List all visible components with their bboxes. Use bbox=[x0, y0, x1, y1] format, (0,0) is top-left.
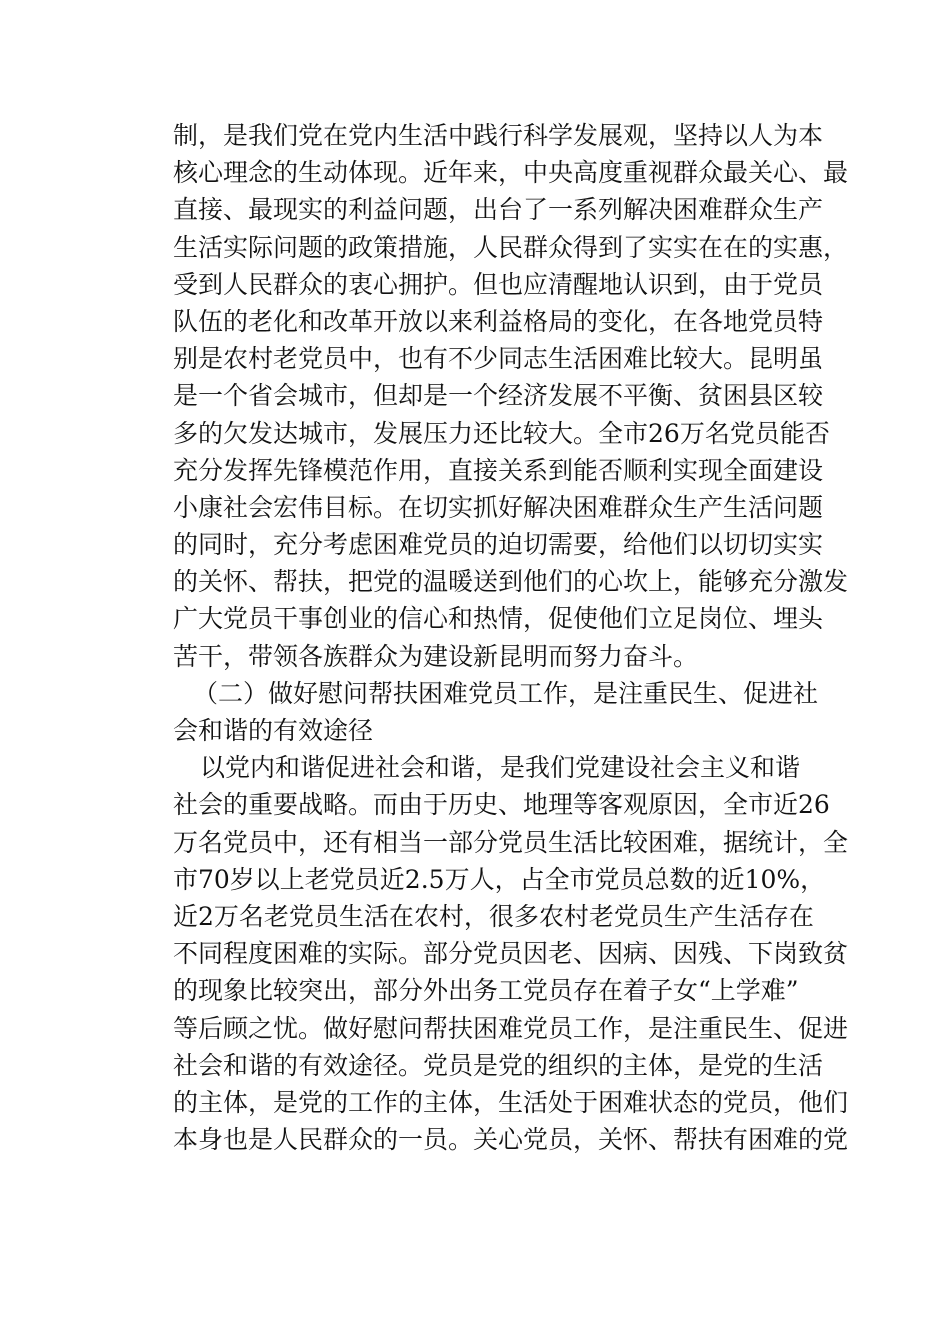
text-line: 核心理念的生动体现。近年来，中央高度重视群众最关心、最 bbox=[173, 158, 849, 188]
text-line: 生活实际问题的政策措施，人民群众得到了实实在在的实惠， bbox=[173, 232, 849, 262]
text-line: 受到人民群众的衷心拥护。但也应清醒地认识到，由于党员 bbox=[173, 269, 824, 299]
text-line: 不同程度困难的实际。部分党员因老、因病、因残、下岗致贫 bbox=[173, 939, 849, 969]
text-line: 本身也是人民群众的一员。关心党员，关怀、帮扶有困难的党 bbox=[173, 1125, 849, 1155]
text-line: 充分发挥先锋模范作用，直接关系到能否顺利实现全面建设 bbox=[173, 455, 824, 485]
text-line: 制，是我们党在党内生活中践行科学发展观，坚持以人为本 bbox=[173, 121, 824, 150]
paragraph-first-line: 以党内和谐促进社会和谐，是我们党建设社会主义和谐 bbox=[200, 753, 801, 783]
text-line: 队伍的老化和改革开放以来利益格局的变化，在各地党员特 bbox=[173, 306, 824, 336]
text-line: 等后顾之忧。做好慰问帮扶困难党员工作，是注重民生、促进 bbox=[173, 1013, 849, 1043]
text-line: 的关怀、帮扶，把党的温暖送到他们的心坎上，能够充分激发 bbox=[173, 567, 849, 597]
text-line: 是一个省会城市，但却是一个经济发展不平衡、贫困县区较 bbox=[173, 381, 824, 411]
document-body bbox=[173, 117, 849, 1158]
text-line: 市70岁以上老党员近2.5万人，占全市党员总数的近10%， bbox=[173, 864, 826, 894]
section-heading-line: （二）做好慰问帮扶困难党员工作，是注重民生、促进社 bbox=[193, 678, 819, 708]
text-line: 小康社会宏伟目标。在切实抓好解决困难群众生产生活问题 bbox=[173, 492, 824, 522]
text-line: 直接、最现实的利益问题，出台了一系列解决困难群众生产 bbox=[173, 195, 824, 225]
text-line: 万名党员中，还有相当一部分党员生活比较困难，据统计，全 bbox=[173, 827, 849, 857]
text-line: 广大党员干事创业的信心和热情，促使他们立足岗位、埋头 bbox=[173, 604, 824, 634]
text-line: 的同时，充分考虑困难党员的迫切需要，给他们以切切实实 bbox=[173, 530, 824, 560]
text-line: 别是农村老党员中，也有不少同志生活困难比较大。昆明虽 bbox=[173, 344, 824, 374]
text-line: 苦干，带领各族群众为建设新昆明而努力奋斗。 bbox=[173, 641, 699, 671]
text-line: 的现象比较突出，部分外出务工党员存在着子女“上学难” bbox=[173, 976, 799, 1006]
text-line: 的主体，是党的工作的主体，生活处于困难状态的党员，他们 bbox=[173, 1087, 849, 1117]
section-heading-line: 会和谐的有效途径 bbox=[173, 716, 374, 745]
text-line: 社会和谐的有效途径。党员是党的组织的主体，是党的生活 bbox=[173, 1050, 824, 1080]
text-line: 近2万名老党员生活在农村，很多农村老党员生产生活存在 bbox=[173, 901, 814, 931]
text-line: 社会的重要战略。而由于历史、地理等客观原因，全市近26 bbox=[173, 790, 830, 820]
text-line: 多的欠发达城市，发展压力还比较大。全市26万名党员能否 bbox=[173, 418, 830, 448]
